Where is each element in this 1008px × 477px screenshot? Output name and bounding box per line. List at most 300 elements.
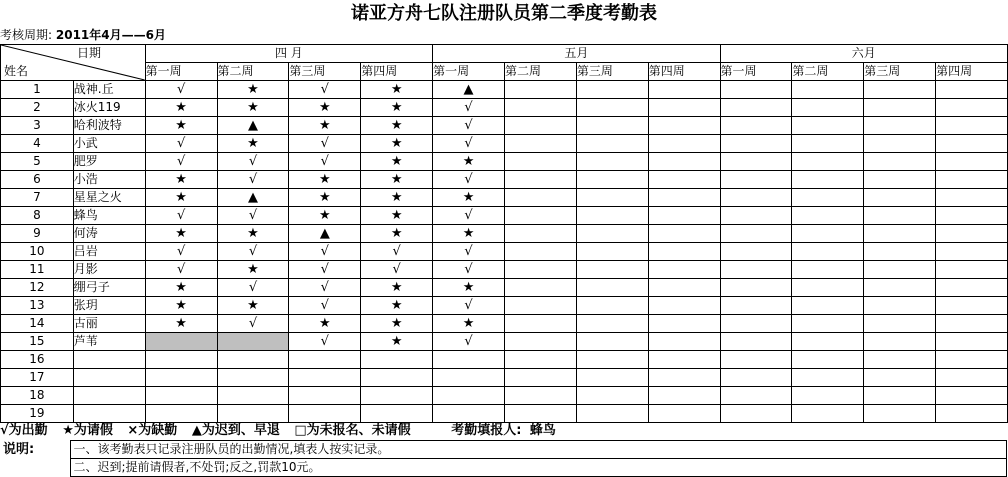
attendance-cell[interactable] <box>792 81 864 99</box>
attendance-cell[interactable]: √ <box>145 153 217 171</box>
attendance-cell[interactable] <box>792 405 864 423</box>
attendance-cell[interactable]: √ <box>145 207 217 225</box>
attendance-cell[interactable] <box>289 351 361 369</box>
member-name-cell[interactable]: 小武 <box>73 135 145 153</box>
attendance-cell[interactable]: ★ <box>361 207 433 225</box>
attendance-cell[interactable] <box>720 135 792 153</box>
note-line-2: 二、迟到;提前请假者,不处罚;反之,罚款10元。 <box>70 459 1006 477</box>
attendance-cell[interactable] <box>145 351 217 369</box>
attendance-cell[interactable] <box>936 351 1008 369</box>
attendance-cell[interactable] <box>648 225 720 243</box>
attendance-cell[interactable] <box>504 297 576 315</box>
attendance-cell[interactable] <box>648 153 720 171</box>
attendance-cell[interactable]: √ <box>433 135 505 153</box>
attendance-cell[interactable] <box>720 189 792 207</box>
attendance-cell[interactable]: ★ <box>289 315 361 333</box>
name-header-label: 姓名 <box>4 64 29 78</box>
attendance-cell[interactable] <box>648 351 720 369</box>
attendance-cell[interactable] <box>936 297 1008 315</box>
attendance-cell[interactable] <box>504 261 576 279</box>
attendance-cell[interactable]: √ <box>361 261 433 279</box>
attendance-cell[interactable]: √ <box>217 315 289 333</box>
attendance-cell[interactable] <box>504 387 576 405</box>
attendance-cell[interactable] <box>864 369 936 387</box>
attendance-cell[interactable]: ★ <box>217 225 289 243</box>
notes-label: 说明: <box>3 442 35 457</box>
row-number-cell[interactable]: 7 <box>1 189 74 207</box>
attendance-cell[interactable]: ▲ <box>217 189 289 207</box>
attendance-cell[interactable] <box>936 153 1008 171</box>
member-name-cell[interactable]: 星星之火 <box>73 189 145 207</box>
attendance-cell[interactable] <box>361 405 433 423</box>
attendance-cell[interactable] <box>936 225 1008 243</box>
row-number-cell[interactable]: 6 <box>1 171 74 189</box>
attendance-cell[interactable] <box>792 279 864 297</box>
attendance-cell[interactable] <box>504 225 576 243</box>
attendance-cell[interactable]: √ <box>289 333 361 351</box>
attendance-cell[interactable] <box>864 207 936 225</box>
row-number-cell[interactable]: 9 <box>1 225 74 243</box>
attendance-cell[interactable] <box>504 189 576 207</box>
attendance-cell[interactable]: ★ <box>289 99 361 117</box>
month-may-header: 五月 <box>433 45 720 63</box>
attendance-cell[interactable] <box>648 99 720 117</box>
attendance-cell[interactable] <box>576 171 648 189</box>
table-row <box>1 171 1008 189</box>
attendance-cell[interactable]: ▲ <box>433 81 505 99</box>
attendance-cell[interactable]: √ <box>433 99 505 117</box>
attendance-cell[interactable] <box>576 315 648 333</box>
legend-unreported: □为未报名、未请假 <box>294 423 411 438</box>
attendance-cell[interactable]: ★ <box>361 81 433 99</box>
member-name-cell[interactable] <box>73 405 145 423</box>
attendance-cell[interactable] <box>576 189 648 207</box>
attendance-cell[interactable]: ★ <box>145 189 217 207</box>
member-name-cell[interactable]: 哈利波特 <box>73 117 145 135</box>
attendance-cell[interactable]: √ <box>289 135 361 153</box>
attendance-cell[interactable] <box>720 99 792 117</box>
attendance-cell[interactable]: ★ <box>361 171 433 189</box>
attendance-cell[interactable] <box>720 207 792 225</box>
attendance-cell[interactable]: √ <box>289 261 361 279</box>
attendance-cell[interactable] <box>864 297 936 315</box>
attendance-cell[interactable] <box>576 261 648 279</box>
attendance-cell[interactable]: ★ <box>361 189 433 207</box>
attendance-cell[interactable]: √ <box>145 261 217 279</box>
attendance-cell[interactable] <box>576 81 648 99</box>
attendance-cell[interactable] <box>576 153 648 171</box>
member-name-cell[interactable]: 月影 <box>73 261 145 279</box>
attendance-cell[interactable] <box>648 405 720 423</box>
attendance-cell[interactable]: ★ <box>145 117 217 135</box>
attendance-cell[interactable] <box>792 351 864 369</box>
table-row <box>1 99 1008 117</box>
attendance-cell[interactable] <box>217 333 289 351</box>
attendance-cell[interactable]: √ <box>145 135 217 153</box>
attendance-cell[interactable] <box>720 243 792 261</box>
attendance-cell[interactable] <box>936 315 1008 333</box>
row-number-cell[interactable]: 16 <box>1 351 74 369</box>
attendance-cell[interactable] <box>648 315 720 333</box>
attendance-cell[interactable] <box>217 387 289 405</box>
attendance-cell[interactable] <box>936 369 1008 387</box>
attendance-cell[interactable] <box>576 135 648 153</box>
week-header-cell: 第三周 <box>289 63 361 81</box>
row-number-cell[interactable]: 8 <box>1 207 74 225</box>
attendance-cell[interactable] <box>936 81 1008 99</box>
attendance-cell[interactable] <box>648 297 720 315</box>
attendance-cell[interactable] <box>361 369 433 387</box>
attendance-cell[interactable] <box>864 153 936 171</box>
attendance-cell[interactable] <box>361 351 433 369</box>
attendance-cell[interactable] <box>720 387 792 405</box>
attendance-cell[interactable]: √ <box>433 261 505 279</box>
attendance-cell[interactable] <box>720 405 792 423</box>
row-number-cell[interactable]: 4 <box>1 135 74 153</box>
attendance-cell[interactable] <box>720 225 792 243</box>
attendance-cell[interactable] <box>864 405 936 423</box>
attendance-cell[interactable]: ★ <box>361 225 433 243</box>
attendance-cell[interactable] <box>504 369 576 387</box>
attendance-cell[interactable] <box>936 279 1008 297</box>
attendance-cell[interactable]: ★ <box>433 315 505 333</box>
row-number-cell[interactable]: 11 <box>1 261 74 279</box>
attendance-cell[interactable] <box>864 333 936 351</box>
attendance-cell[interactable] <box>792 315 864 333</box>
attendance-cell[interactable] <box>433 405 505 423</box>
attendance-cell[interactable] <box>936 99 1008 117</box>
attendance-cell[interactable] <box>433 369 505 387</box>
attendance-cell[interactable]: √ <box>217 153 289 171</box>
row-number-cell[interactable]: 1 <box>1 81 74 99</box>
attendance-cell[interactable]: √ <box>433 207 505 225</box>
attendance-cell[interactable] <box>504 117 576 135</box>
attendance-cell[interactable]: ★ <box>289 117 361 135</box>
member-name-cell[interactable] <box>73 351 145 369</box>
attendance-cell[interactable] <box>576 405 648 423</box>
attendance-cell[interactable]: √ <box>433 171 505 189</box>
attendance-cell[interactable] <box>217 369 289 387</box>
attendance-cell[interactable] <box>720 333 792 351</box>
attendance-cell[interactable] <box>504 207 576 225</box>
attendance-cell[interactable]: ★ <box>433 153 505 171</box>
table-row <box>1 405 1008 423</box>
week-header-cell: 第三周 <box>576 63 648 81</box>
attendance-cell[interactable] <box>648 387 720 405</box>
attendance-cell[interactable] <box>576 225 648 243</box>
attendance-cell[interactable] <box>864 171 936 189</box>
period-label: 考核周期: <box>0 28 53 42</box>
attendance-cell[interactable] <box>792 135 864 153</box>
attendance-cell[interactable] <box>936 405 1008 423</box>
attendance-cell[interactable]: √ <box>145 243 217 261</box>
attendance-cell[interactable] <box>504 171 576 189</box>
attendance-cell[interactable] <box>145 387 217 405</box>
attendance-cell[interactable]: ▲ <box>289 225 361 243</box>
attendance-cell[interactable] <box>792 189 864 207</box>
attendance-cell[interactable] <box>504 351 576 369</box>
attendance-cell[interactable] <box>864 261 936 279</box>
attendance-cell[interactable]: ★ <box>145 315 217 333</box>
table-row <box>1 189 1008 207</box>
attendance-cell[interactable] <box>576 297 648 315</box>
attendance-cell[interactable]: √ <box>217 207 289 225</box>
attendance-cell[interactable] <box>504 315 576 333</box>
attendance-cell[interactable] <box>864 135 936 153</box>
attendance-cell[interactable] <box>792 297 864 315</box>
row-number-cell[interactable]: 3 <box>1 117 74 135</box>
attendance-cell[interactable] <box>504 405 576 423</box>
attendance-cell[interactable]: ★ <box>217 261 289 279</box>
attendance-cell[interactable] <box>792 243 864 261</box>
week-header-row <box>1 63 1008 81</box>
table-row <box>1 351 1008 369</box>
row-number-cell[interactable]: 17 <box>1 369 74 387</box>
attendance-cell[interactable] <box>936 333 1008 351</box>
attendance-cell[interactable] <box>864 279 936 297</box>
member-name-cell[interactable]: 蜂鸟 <box>73 207 145 225</box>
attendance-cell[interactable] <box>145 369 217 387</box>
row-number-cell[interactable]: 14 <box>1 315 74 333</box>
table-row <box>1 261 1008 279</box>
row-number-cell[interactable]: 18 <box>1 387 74 405</box>
attendance-cell[interactable]: ★ <box>361 153 433 171</box>
attendance-cell[interactable] <box>145 405 217 423</box>
attendance-cell[interactable] <box>504 279 576 297</box>
attendance-cell[interactable] <box>576 279 648 297</box>
notes-label-spacer <box>0 459 70 477</box>
legend-filler-name: 蜂鸟 <box>529 423 556 438</box>
attendance-cell[interactable]: ★ <box>145 297 217 315</box>
attendance-cell[interactable] <box>433 351 505 369</box>
attendance-cell[interactable] <box>504 333 576 351</box>
row-number-cell[interactable]: 12 <box>1 279 74 297</box>
attendance-cell[interactable] <box>792 207 864 225</box>
legend-late: ▲为迟到、早退 <box>191 423 280 438</box>
attendance-cell[interactable] <box>504 81 576 99</box>
table-row <box>1 333 1008 351</box>
attendance-cell[interactable] <box>648 243 720 261</box>
attendance-cell[interactable] <box>648 369 720 387</box>
attendance-cell[interactable] <box>720 81 792 99</box>
attendance-cell[interactable] <box>289 369 361 387</box>
attendance-cell[interactable] <box>792 261 864 279</box>
attendance-cell[interactable] <box>648 279 720 297</box>
attendance-cell[interactable]: ★ <box>433 225 505 243</box>
attendance-cell[interactable] <box>936 117 1008 135</box>
attendance-cell[interactable] <box>433 387 505 405</box>
attendance-cell[interactable] <box>720 171 792 189</box>
attendance-cell[interactable] <box>864 99 936 117</box>
member-name-cell[interactable]: 冰火119 <box>73 99 145 117</box>
week-header-cell: 第四周 <box>936 63 1008 81</box>
attendance-cell[interactable] <box>361 387 433 405</box>
attendance-cell[interactable] <box>936 387 1008 405</box>
row-number-cell[interactable]: 2 <box>1 99 74 117</box>
attendance-cell[interactable] <box>576 99 648 117</box>
month-june-header: 六月 <box>720 45 1007 63</box>
row-number-cell[interactable]: 10 <box>1 243 74 261</box>
member-name-cell[interactable]: 芦苇 <box>73 333 145 351</box>
attendance-cell[interactable] <box>720 351 792 369</box>
attendance-cell[interactable] <box>576 387 648 405</box>
attendance-cell[interactable] <box>792 333 864 351</box>
attendance-cell[interactable] <box>648 207 720 225</box>
attendance-cell[interactable]: ★ <box>361 315 433 333</box>
attendance-cell[interactable] <box>792 99 864 117</box>
attendance-cell[interactable]: ★ <box>145 279 217 297</box>
attendance-cell[interactable] <box>576 333 648 351</box>
row-number-cell[interactable]: 15 <box>1 333 74 351</box>
attendance-cell[interactable] <box>145 333 217 351</box>
attendance-cell[interactable]: √ <box>217 279 289 297</box>
attendance-cell[interactable] <box>864 243 936 261</box>
attendance-cell[interactable] <box>936 243 1008 261</box>
attendance-cell[interactable] <box>217 351 289 369</box>
legend-leave: ★为请假 <box>62 423 113 438</box>
attendance-cell[interactable] <box>720 117 792 135</box>
attendance-cell[interactable] <box>792 171 864 189</box>
attendance-cell[interactable]: √ <box>289 81 361 99</box>
table-row <box>1 117 1008 135</box>
attendance-cell[interactable] <box>864 117 936 135</box>
attendance-cell[interactable] <box>648 261 720 279</box>
note-line-1: 一、该考勤表只记录注册队员的出勤情况,填表人按实记录。 <box>70 441 1006 459</box>
attendance-cell[interactable] <box>792 387 864 405</box>
attendance-cell[interactable] <box>864 387 936 405</box>
attendance-cell[interactable] <box>289 405 361 423</box>
attendance-cell[interactable]: ★ <box>433 189 505 207</box>
week-header-cell: 第二周 <box>792 63 864 81</box>
member-name-cell[interactable]: 古丽 <box>73 315 145 333</box>
attendance-cell[interactable]: √ <box>433 297 505 315</box>
row-number-cell[interactable]: 5 <box>1 153 74 171</box>
attendance-cell[interactable]: ★ <box>433 279 505 297</box>
attendance-cell[interactable] <box>648 117 720 135</box>
attendance-cell[interactable]: ★ <box>217 297 289 315</box>
attendance-cell[interactable]: √ <box>433 117 505 135</box>
attendance-cell[interactable] <box>576 351 648 369</box>
attendance-cell[interactable] <box>936 261 1008 279</box>
member-name-cell[interactable]: 小浩 <box>73 171 145 189</box>
attendance-cell[interactable] <box>217 405 289 423</box>
attendance-cell[interactable]: ★ <box>217 81 289 99</box>
attendance-cell[interactable] <box>720 369 792 387</box>
attendance-cell[interactable] <box>792 369 864 387</box>
attendance-cell[interactable]: ★ <box>145 171 217 189</box>
attendance-cell[interactable] <box>648 333 720 351</box>
attendance-cell[interactable]: √ <box>217 243 289 261</box>
member-name-cell[interactable]: 绷弓子 <box>73 279 145 297</box>
attendance-cell[interactable] <box>504 153 576 171</box>
attendance-cell[interactable] <box>936 135 1008 153</box>
attendance-cell[interactable]: ▲ <box>217 117 289 135</box>
attendance-cell[interactable] <box>576 369 648 387</box>
attendance-cell[interactable]: ★ <box>361 117 433 135</box>
attendance-cell[interactable]: ★ <box>217 135 289 153</box>
attendance-cell[interactable] <box>792 117 864 135</box>
attendance-cell[interactable] <box>648 81 720 99</box>
attendance-cell[interactable] <box>936 189 1008 207</box>
attendance-cell[interactable]: ★ <box>289 171 361 189</box>
attendance-cell[interactable]: √ <box>289 153 361 171</box>
attendance-cell[interactable] <box>792 153 864 171</box>
attendance-cell[interactable]: ★ <box>361 99 433 117</box>
attendance-cell[interactable] <box>576 117 648 135</box>
member-name-cell[interactable] <box>73 387 145 405</box>
attendance-cell[interactable] <box>936 207 1008 225</box>
attendance-cell[interactable]: √ <box>289 297 361 315</box>
attendance-cell[interactable] <box>576 207 648 225</box>
attendance-cell[interactable] <box>648 189 720 207</box>
week-header-cell: 第二周 <box>217 63 289 81</box>
attendance-cell[interactable]: √ <box>433 333 505 351</box>
attendance-cell[interactable]: √ <box>145 81 217 99</box>
attendance-cell[interactable] <box>720 279 792 297</box>
member-name-cell[interactable]: 张玥 <box>73 297 145 315</box>
attendance-cell[interactable] <box>648 171 720 189</box>
table-row <box>1 297 1008 315</box>
attendance-cell[interactable]: ★ <box>145 225 217 243</box>
attendance-cell[interactable]: ★ <box>361 279 433 297</box>
attendance-cell[interactable] <box>864 81 936 99</box>
table-row <box>1 243 1008 261</box>
attendance-cell[interactable] <box>792 225 864 243</box>
attendance-cell[interactable]: ★ <box>361 297 433 315</box>
attendance-cell[interactable] <box>504 243 576 261</box>
attendance-cell[interactable]: √ <box>433 243 505 261</box>
attendance-cell[interactable]: ★ <box>145 99 217 117</box>
attendance-cell[interactable] <box>864 189 936 207</box>
attendance-cell[interactable] <box>576 243 648 261</box>
attendance-cell[interactable]: √ <box>289 279 361 297</box>
attendance-cell[interactable] <box>864 225 936 243</box>
member-name-cell[interactable]: 肥罗 <box>73 153 145 171</box>
attendance-cell[interactable]: ★ <box>361 135 433 153</box>
attendance-cell[interactable]: ★ <box>217 99 289 117</box>
attendance-cell[interactable] <box>936 171 1008 189</box>
row-number-cell[interactable]: 13 <box>1 297 74 315</box>
attendance-cell[interactable] <box>504 99 576 117</box>
legend-absent: ×为缺勤 <box>127 423 178 438</box>
table-row <box>1 387 1008 405</box>
attendance-cell[interactable] <box>720 261 792 279</box>
attendance-cell[interactable] <box>504 135 576 153</box>
attendance-cell[interactable]: ★ <box>361 333 433 351</box>
member-name-cell[interactable]: 何涛 <box>73 225 145 243</box>
member-name-cell[interactable]: 战神.丘 <box>73 81 145 99</box>
table-row <box>1 315 1008 333</box>
attendance-cell[interactable] <box>864 315 936 333</box>
member-name-cell[interactable] <box>73 369 145 387</box>
attendance-cell[interactable] <box>289 387 361 405</box>
date-header-label: 日期 <box>77 46 102 60</box>
attendance-cell[interactable]: √ <box>289 243 361 261</box>
attendance-cell[interactable] <box>720 297 792 315</box>
attendance-cell[interactable] <box>864 351 936 369</box>
member-name-cell[interactable]: 吕岩 <box>73 243 145 261</box>
attendance-cell[interactable]: ★ <box>289 207 361 225</box>
attendance-cell[interactable]: √ <box>217 171 289 189</box>
attendance-cell[interactable] <box>648 135 720 153</box>
week-header-cell: 第四周 <box>361 63 433 81</box>
week-header-cell: 第三周 <box>864 63 936 81</box>
row-number-cell[interactable]: 19 <box>1 405 74 423</box>
attendance-cell[interactable]: ★ <box>289 189 361 207</box>
attendance-cell[interactable] <box>720 315 792 333</box>
attendance-cell[interactable] <box>720 153 792 171</box>
attendance-cell[interactable]: √ <box>361 243 433 261</box>
